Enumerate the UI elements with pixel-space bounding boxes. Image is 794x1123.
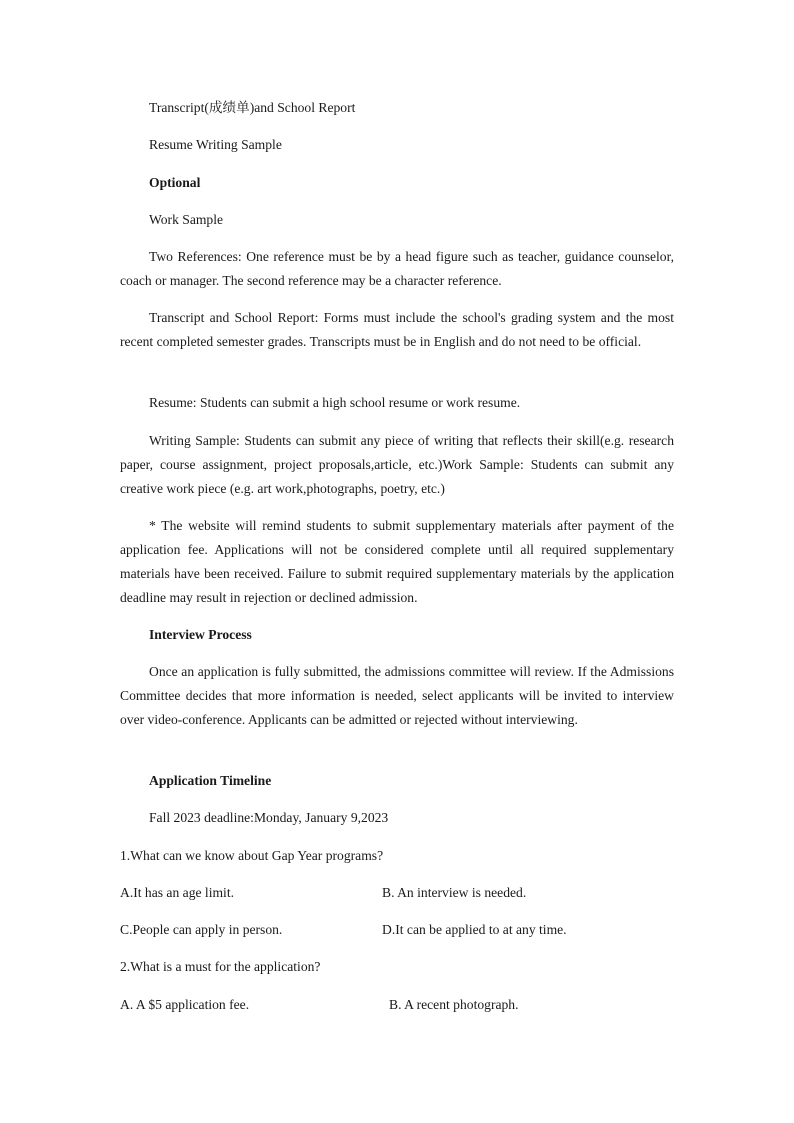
question-1-stem: 1.What can we know about Gap Year programs? — [120, 848, 384, 863]
question-1-option-b: B. An interview is needed. — [382, 885, 527, 900]
transcript-paragraph: Transcript and School Report: Forms must include the school's grading system and the most recent completed semester grades. Transcripts must be in English and do not need to be official. — [120, 310, 674, 349]
question-2-option-a: A. A $5 application fee. — [120, 997, 250, 1012]
question-2-option-b: B. A recent photograph. — [389, 997, 519, 1012]
optional-heading: Optional — [149, 175, 201, 190]
timeline-heading: Application Timeline — [149, 773, 272, 788]
writing-sample-paragraph: Writing Sample: Students can submit any piece of writing that reflects their skill(e.g. research paper, course assignment, project proposals,article, etc.)Work Sample: Students can submit any creative work piece (e.g. art work,photographs, poetry, etc.) — [120, 433, 674, 496]
interview-paragraph: Once an application is fully submitted, the admissions committee will review. If the Admissions Committee decides that more information is needed, select applicants will be invited to interview over video-conference. Applicants can be admitted or rejected without interviewing. — [120, 664, 674, 727]
work-sample-line: Work Sample — [149, 212, 224, 227]
references-paragraph: Two References: One reference must be by a head figure such as teacher, guidance counselor, coach or manager. The second reference may be a character reference. — [120, 249, 674, 288]
transcript-line: Transcript(成绩单)and School Report — [149, 100, 356, 115]
question-1-option-a: A.It has an age limit. — [120, 885, 235, 900]
resume-writing-line: Resume Writing Sample — [149, 137, 282, 152]
question-2-stem: 2.What is a must for the application? — [120, 959, 321, 974]
question-1-option-c: C.People can apply in person. — [120, 922, 283, 937]
supplementary-note-paragraph: * The website will remind students to submit supplementary materials after payment of the application fee. Applications will not be considered complete until all required supplementary materials have been received. Failure to submit required supplementary materials by the application deadline may result in rejection or declined admission. — [120, 518, 674, 605]
interview-heading: Interview Process — [149, 627, 252, 642]
deadline-line: Fall 2023 deadline:Monday, January 9,2023 — [149, 810, 389, 825]
question-1-option-d: D.It can be applied to at any time. — [382, 922, 567, 937]
resume-paragraph: Resume: Students can submit a high school resume or work resume. — [149, 395, 521, 410]
